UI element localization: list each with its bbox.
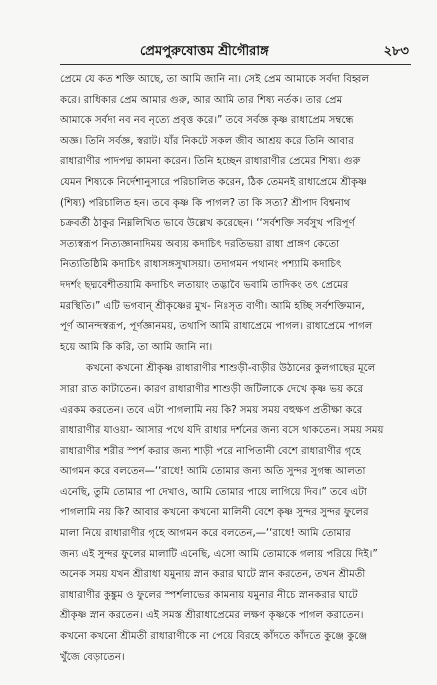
text-line: রাধারাণীর কুঙ্কুম ও ফুলের স্পর্শলাভের কামনায় যমুনার নীচে স্নানকরার ঘাটে [60,589,358,601]
text-line: আমাকে সর্বদা নব নব নৃত্যে প্রবৃত্ত করে।” তবে সর্বজ্ঞ কৃষ্ণ রাধাপ্রেম সম্বন্ধে [60,115,354,127]
text-line: রাধারাণীর যাওয়া- আসার পথে যদি রাধার দর্শনের জন্য বসে থাকতেন। সময় সময় [60,425,384,437]
text-line: দদর্শং ছদ্মবেশীতয়ামি কদাচিৎ লতায়াং তদ্ভাবৈ ভবামি তাদিকং তৎ প্রেমের [60,279,349,291]
text-line: এনেছি, তুমি তোমার পা দেখাও, আমি তোমার পায়ে লাগিয়ে দিব।” তবে এটা [60,486,367,498]
body-text [60,70,412,668]
text-line: কখনো কখনো শ্রীকৃষ্ণ রাধারাণীর শাশুড়ী-বাড়ীর উঠানের কুলগাছের মূলে [86,363,376,375]
text-line: জন্য এই সুন্দর ফুলের মালাটি এনেছি, এসো আমি তোমাকে গলায় পরিয়ে দিই।” [60,548,378,560]
text-line: রাধারাণীর পাদপদ্ম কামনা করেন। তিনি হচ্ছেন রাধারাণীর প্রেমের শিষ্য। গুরু [60,156,361,168]
text-line: নিত্যতিষ্ঠিমি কদাচিৎ রাধাসঙ্গসুখাসয়া। তদাগমন পথানং পশ্যামি কদাচিৎ [60,259,342,271]
text-line: কখনো কখনো শ্রীমতী রাধারাণীকে না পেয়ে বিরহে কাঁদতে কাঁদতে কুঞ্জে কুঞ্জে [60,631,368,643]
text-line: হয়ে আমি কি করি, তা আমি জানি না। [60,341,213,353]
text-line: খুঁজে বেড়াতেন। [60,651,125,663]
text-line: চক্রবর্তী ঠাকুর নিম্নলিখিত ভাবে উল্লেখ করেছেন। ‘‘সর্বশক্তি সর্বসুখ পরিপূর্ণ [60,218,355,230]
text-line: করে। রাধিকার প্রেম আমার গুরু, আর আমি তার শিষ্য নর্তক। তার প্রেম [60,94,343,106]
text-line: রাধারাণীর শরীর স্পর্শ করার জন্য শাড়ী পরে নাপিতানী বেশে রাধারাণীর গৃহে [60,445,361,457]
page-number: ২৮৩ [383,44,409,59]
paragraph [60,359,412,668]
text-line: পাগলামি নয় কি? আবার কখনো কখনো মালিনী বেশে কৃষ্ণ সুন্দর সুন্দর ফুলের [60,507,369,519]
text-line: আগমন করে বলতেন—‘‘রাধে! আমি তোমার জন্য অতি সুন্দর সুগন্ধ আলতা [60,466,366,478]
text-line: সারা রাত কাটাতেন। কারণ রাধারাণীর শাশুড়ী জটিলাকে দেখে কৃষ্ণ ভয় করে [60,383,364,395]
text-line: সত্যস্বরূপ নিত্যজ্ঞানাদিময় অব্যয় কদাচিৎ দরতিভয়া রাধা প্রাঙ্গণ কেতো [60,238,340,250]
running-title: প্রেমপুরুষোত্তম শ্রীগৌরাঙ্গ [140,44,269,59]
text-line: প্রেমে যে কত শক্তি আছে, তা আমি জানি না। সেই প্রেম আমাকে সর্বদা বিহ্বল [60,74,370,85]
text-line: যেমন শিষ্যকে নির্দেশানুসারে পরিচালিত করেন, ঠিক তেমনই রাধাপ্রেমে শ্রীকৃষ্ণ [60,176,367,188]
text-line: এরকম করতেন। তবে এটা পাগলামি নয় কি? সময় সময় বহুক্ষণ প্রতীক্ষা করে [60,404,363,416]
text-line: পূর্ণ আনন্দস্বরূপ, পূর্ণজ্ঞানময়, তথাপি আমি রাধাপ্রেমে পাগল। রাধাপ্রেমে পাগল [60,321,373,333]
text-line: মালা নিয়ে রাধারাণীর গৃহে আগমন করে বলতেন,—‘‘রাধে! আমি তোমার [60,528,351,540]
page-header [60,42,409,62]
paragraph [60,70,412,358]
header-rule [60,64,411,65]
text-line: মরস্থিতি।” এটি ভগবান্ শ্রীকৃষ্ণের মুখ- নিঃসৃত বাণী। আমি হচ্ছি সর্বশক্তিমান, [60,300,365,312]
text-line: অনেক সময় যখন শ্রীরাধা যমুনায় স্নান করার ঘাটে স্নান করতেন, তখন শ্রীমতী [60,569,366,581]
text-line: অজ্ঞ। তিনি সর্বজ্ঞ, স্বরাট। যাঁর নিকটে সকল জীব আশ্রয় করে তিনি আবার [60,135,354,147]
text-line: (শিষ্য) পরিচালিত হন। তবে কৃষ্ণ কি পাগল? তা কি সত্য? শ্রীপাদ বিশ্বনাথ [60,197,351,209]
text-line: শ্রীকৃষ্ণ স্নান করতেন। এই সমস্ত শ্রীরাধাপ্রেমের লক্ষণ কৃষ্ণকে পাগল করাতেন। [60,610,364,622]
